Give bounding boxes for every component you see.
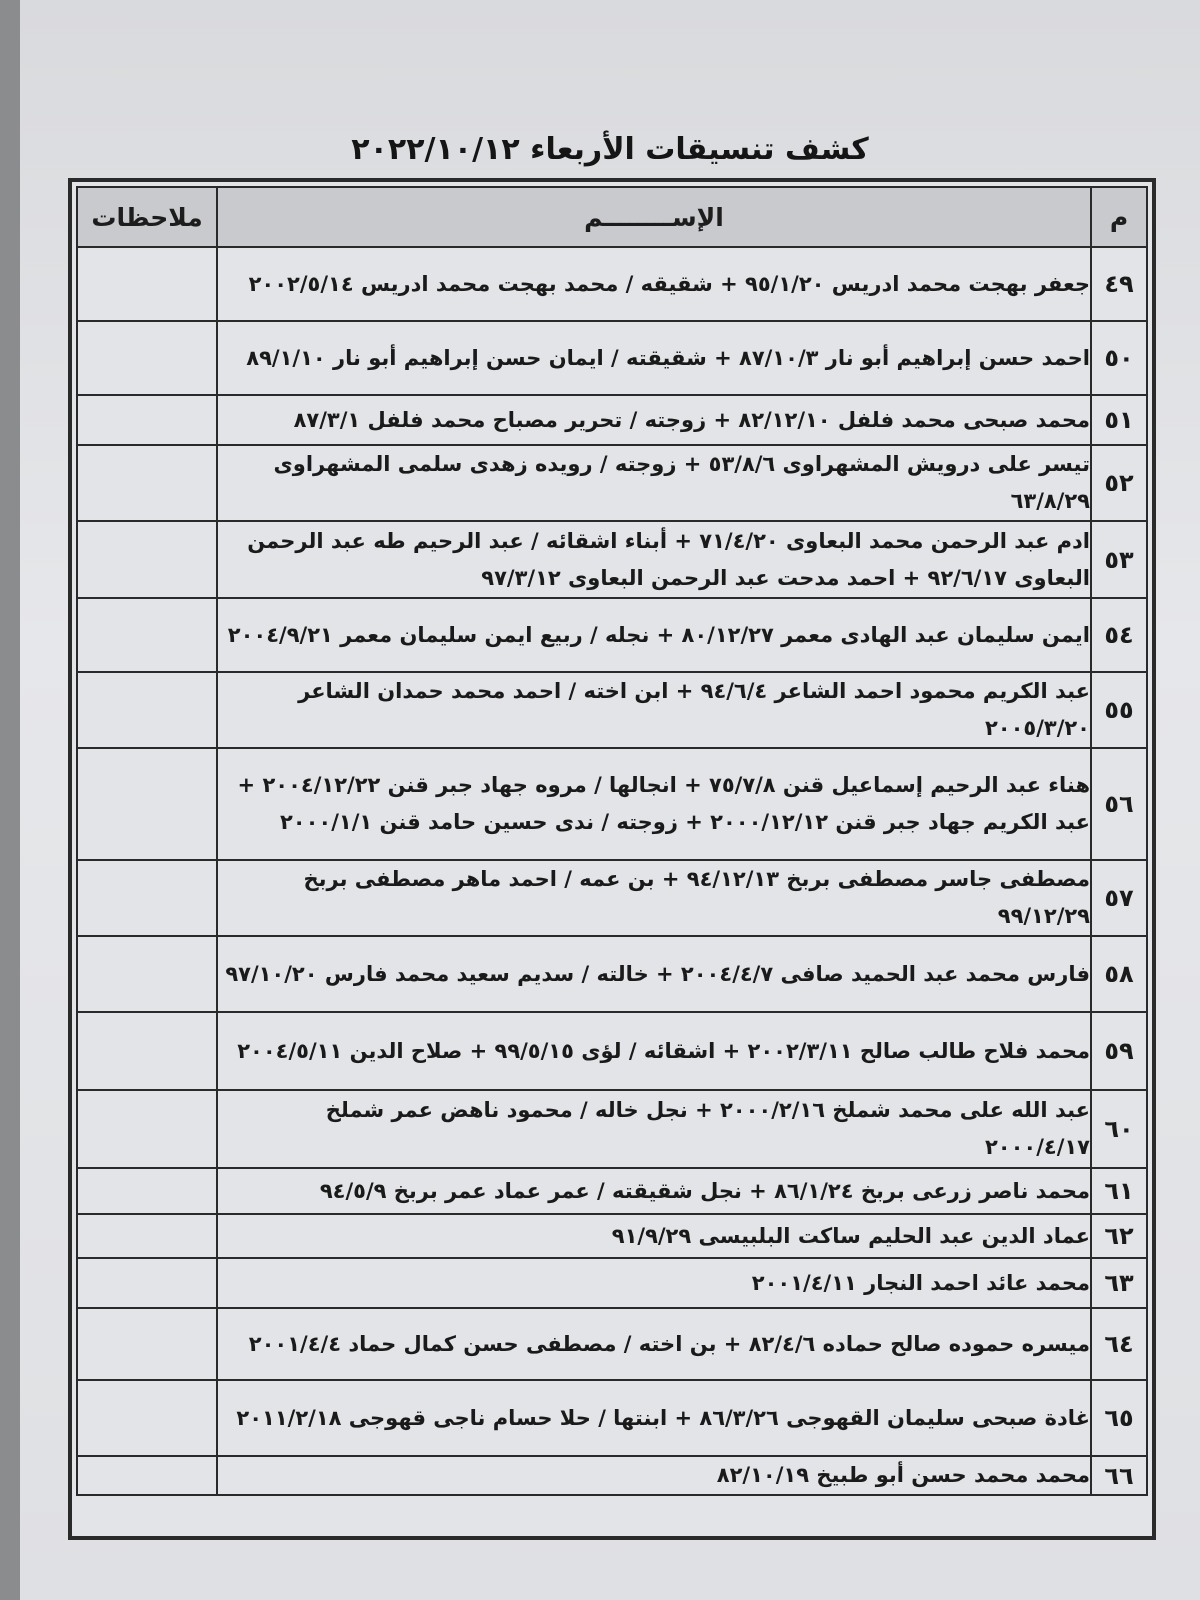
row-notes (77, 598, 217, 672)
row-names: عبد الكريم محمود احمد الشاعر ٩٤/٦/٤ + ابن اخته / احمد محمد حمدان الشاعر ٢٠٠٥/٣/٢٠ (217, 672, 1091, 748)
row-names: ميسره حموده صالح حماده ٨٢/٤/٦ + بن اخته / مصطفى حسن كمال حماد ٢٠٠١/٤/٤ (217, 1308, 1091, 1380)
row-notes (77, 936, 217, 1012)
row-number: ٥٥ (1091, 672, 1147, 748)
row-names: محمد ناصر زرعى بربخ ٨٦/١/٢٤ + نجل شقيقته / عمر عماد عمر بربخ ٩٤/٥/٩ (217, 1168, 1091, 1214)
header-name: الإســــــــم (217, 187, 1091, 247)
row-names: محمد عائد احمد النجار ٢٠٠١/٤/١١ (217, 1258, 1091, 1308)
page-title: كشف تنسيقات الأربعاء ٢٠٢٢/١٠/١٢ (351, 132, 869, 167)
table-row (77, 860, 1147, 936)
row-number: ٥٨ (1091, 936, 1147, 1012)
header-notes: ملاحظات (77, 187, 217, 247)
row-notes (77, 1012, 217, 1090)
row-notes (77, 445, 217, 521)
row-number: ٥٦ (1091, 748, 1147, 860)
table-row (77, 1456, 1147, 1495)
row-number: ٥٩ (1091, 1012, 1147, 1090)
table-row (77, 1012, 1147, 1090)
row-number: ٥١ (1091, 395, 1147, 445)
row-names: ادم عبد الرحمن محمد البعاوى ٧١/٤/٢٠ + أبناء اشقائه / عبد الرحيم طه عبد الرحمن البعاوى ٩٢/٦/١٧ + احمد مدحت عبد الرحمن البعاوى ٩٧/٣/١٢ (217, 521, 1091, 598)
table-row (77, 521, 1147, 598)
row-names: غادة صبحى سليمان القهوجى ٨٦/٣/٢٦ + ابنتها / حلا حسام ناجى قهوجى ٢٠١١/٢/١٨ (217, 1380, 1091, 1456)
table-frame (68, 178, 1156, 1540)
table-row (77, 1090, 1147, 1168)
row-names: احمد حسن إبراهيم أبو نار ٨٧/١٠/٣ + شقيقته / ايمان حسن إبراهيم أبو نار ٨٩/١/١٠ (217, 321, 1091, 395)
table-row (77, 321, 1147, 395)
row-notes (77, 1380, 217, 1456)
table-row (77, 1258, 1147, 1308)
table-row (77, 1380, 1147, 1456)
row-names: ايمن سليمان عبد الهادى معمر ٨٠/١٢/٢٧ + نجله / ربيع ايمن سليمان معمر ٢٠٠٤/٩/٢١ (217, 598, 1091, 672)
row-number: ٦٥ (1091, 1380, 1147, 1456)
row-notes (77, 1258, 217, 1308)
row-notes (77, 395, 217, 445)
row-notes (77, 521, 217, 598)
row-number: ٦٢ (1091, 1214, 1147, 1258)
row-number: ٥٤ (1091, 598, 1147, 672)
row-names: هناء عبد الرحيم إسماعيل قنن ٧٥/٧/٨ + انجالها / مروه جهاد جبر قنن ٢٠٠٤/١٢/٢٢ + عبد الكريم جهاد جبر قنن ٢٠٠٠/١٢/١٢ + زوجته / ندى حسين حامد قنن ٢٠٠٠/١/١ (217, 748, 1091, 860)
row-number: ٦٠ (1091, 1090, 1147, 1168)
coordination-table (76, 186, 1148, 1496)
row-notes (77, 1308, 217, 1380)
row-number: ٥٣ (1091, 521, 1147, 598)
table-row (77, 672, 1147, 748)
row-names: مصطفى جاسر مصطفى بربخ ٩٤/١٢/١٣ + بن عمه / احمد ماهر مصطفى بربخ ٩٩/١٢/٢٩ (217, 860, 1091, 936)
row-names: فارس محمد عبد الحميد صافى ٢٠٠٤/٤/٧ + خالته / سديم سعيد محمد فارس ٩٧/١٠/٢٠ (217, 936, 1091, 1012)
row-names: محمد محمد حسن أبو طبيخ ٨٢/١٠/١٩ (217, 1456, 1091, 1495)
row-number: ٥٧ (1091, 860, 1147, 936)
row-notes (77, 860, 217, 936)
row-names: تيسر على درويش المشهراوى ٥٣/٨/٦ + زوجته / رويده زهدى سلمى المشهراوى ٦٣/٨/٢٩ (217, 445, 1091, 521)
table-row (77, 395, 1147, 445)
row-number: ٦١ (1091, 1168, 1147, 1214)
row-names: عماد الدين عبد الحليم ساكت البلبيسى ٩١/٩/٢٩ (217, 1214, 1091, 1258)
row-names: محمد صبحى محمد فلفل ٨٢/١٢/١٠ + زوجته / تحرير مصباح محمد فلفل ٨٧/٣/١ (217, 395, 1091, 445)
row-notes (77, 247, 217, 321)
table-row (77, 598, 1147, 672)
row-notes (77, 1456, 217, 1495)
row-number: ٤٩ (1091, 247, 1147, 321)
row-names: جعفر بهجت محمد ادريس ٩٥/١/٢٠ + شقيقه / محمد بهجت محمد ادريس ٢٠٠٢/٥/١٤ (217, 247, 1091, 321)
table-row (77, 936, 1147, 1012)
row-names: محمد فلاح طالب صالح ٢٠٠٢/٣/١١ + اشقائه / لؤى ٩٩/٥/١٥ + صلاح الدين ٢٠٠٤/٥/١١ (217, 1012, 1091, 1090)
row-notes (77, 321, 217, 395)
row-notes (77, 1168, 217, 1214)
table-row (77, 748, 1147, 860)
document-page (20, 0, 1200, 1600)
row-number: ٦٤ (1091, 1308, 1147, 1380)
table-row (77, 1308, 1147, 1380)
row-number: ٦٦ (1091, 1456, 1147, 1495)
row-number: ٦٣ (1091, 1258, 1147, 1308)
row-names: عبد الله على محمد شملخ ٢٠٠٠/٢/١٦ + نجل خاله / محمود ناهض عمر شملخ ٢٠٠٠/٤/١٧ (217, 1090, 1091, 1168)
table-row (77, 445, 1147, 521)
table-row (77, 1168, 1147, 1214)
row-notes (77, 1090, 217, 1168)
table-row (77, 1214, 1147, 1258)
table-row (77, 247, 1147, 321)
row-notes (77, 672, 217, 748)
row-number: ٥٢ (1091, 445, 1147, 521)
table-header-row (77, 187, 1147, 247)
header-number: م (1091, 187, 1147, 247)
table-body (77, 247, 1147, 1495)
row-number: ٥٠ (1091, 321, 1147, 395)
row-notes (77, 1214, 217, 1258)
row-notes (77, 748, 217, 860)
